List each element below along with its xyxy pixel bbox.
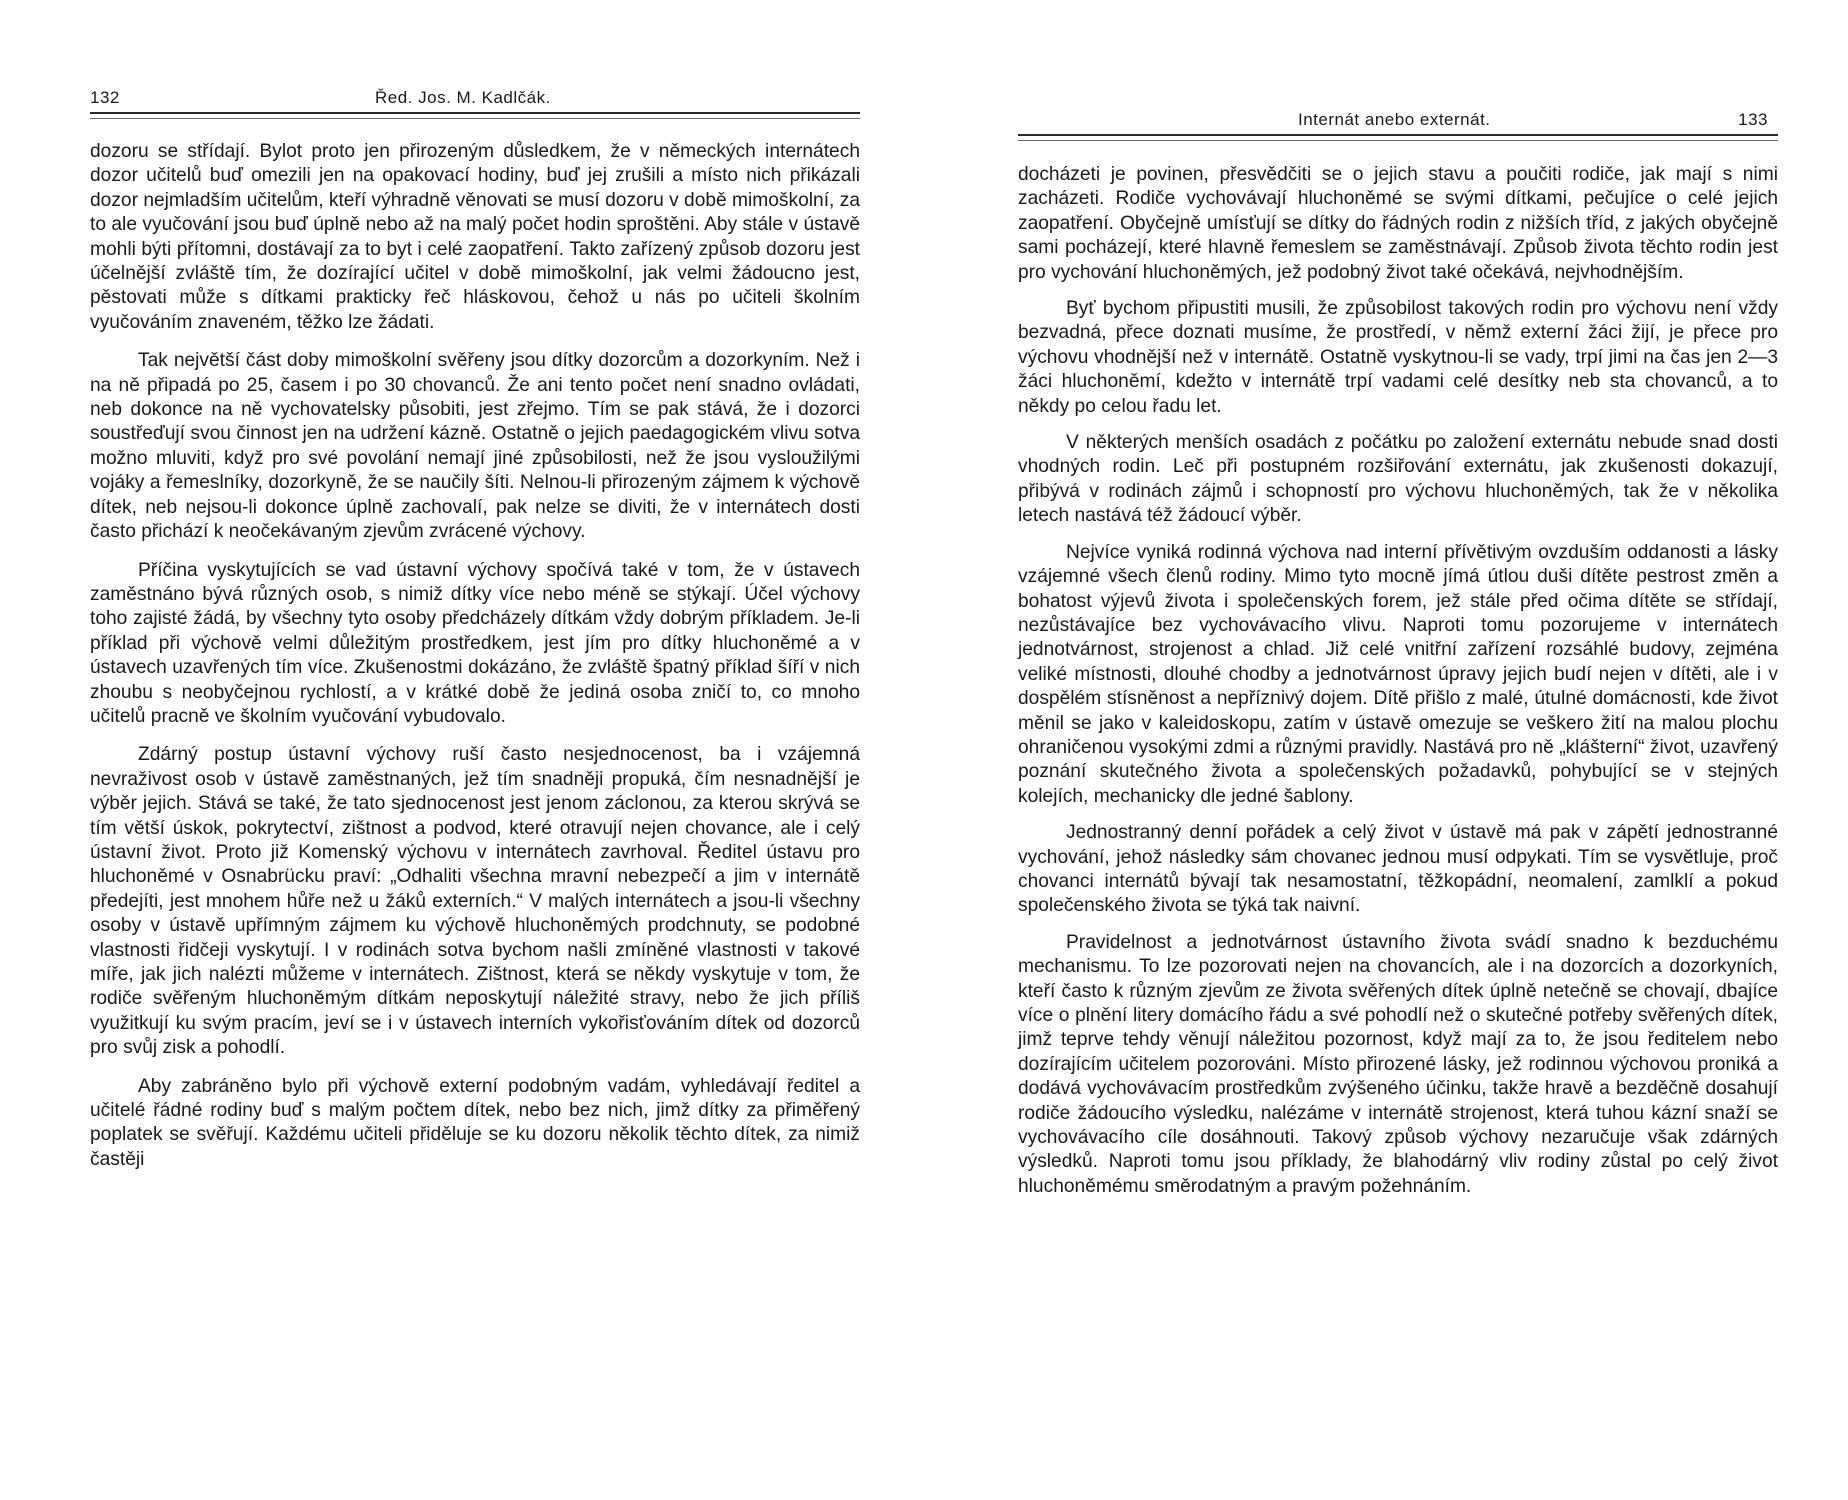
paragraph: Aby zabráněno bylo při výchově externí podobným vadám, vyhledávají ředitel a učitelé řádné rodiny buď s malým počtem dítek, nebo bez nich, jimž dítky za přiměřený poplatek se svěřují. Každému učiteli přiděluje se ku dozoru několik těchto dítek, za nimiž častěji	[90, 1075, 860, 1170]
paragraph: Nejvíce vyniká rodinná výchova nad interní přívětivým ovzduším oddanosti a lásky vzájemné všech členů rodiny. Mimo tyto mocně jímá útlou duši dítěte pestrost změn a bohatost výjevů života i společenských forem, jež stále před očima dítěte se střídají, nezůstávajíce bez vychovávacího vlivu. Naproti tomu pozorujeme v internátech jednotvárnost, strojenost a chlad. Již celé vnitřní zařízení rozsáhlé budovy, zejména veliké místnosti, dlouhé chodby a jednotvárnost úpravy jejich budí nejen v dítěti, ale i v dospělém stísněnost a nepříznivý dojem. Dítě přišlo z malé, útulné domácnosti, kde život měnil se jako v kaleidoskopu, zatím v ústavě omezuje se veškero žití na malou plochu ohraničenou vysokými zdmi a různými pravidly. Nastává pro ně „klášterní“ život, uzavřený poznání skutečného života a společenských požadavků, pohybující se v stejných kolejích, mechanicky dle jedné šablony.	[1018, 541, 1778, 807]
paragraph: docházeti je povinen, přesvědčiti se o jejich stavu a poučiti rodiče, jak mají s nimi zacházeti. Rodiče vychovávají hluchoněmé se svými dítkami, pečujíce o celé jejich zaopatření. Obyčejně umísťují se dítky do řádných rodin z nižších tříd, z jakých obyčejně sami pocházejí, které hlavně řemeslem se zaměstnávají. Způsob života těchto rodin jest pro vychování hluchoněmých, jež podobný život také očekává, nejvhodnějším.	[1018, 164, 1778, 283]
paragraph: Tak největší část doby mimoškolní svěřeny jsou dítky dozorcům a dozorkyním. Než i na ně připadá po 25, časem i po 30 chovanců. Že ani tento počet není snadno ovládati, neb dokonce na ně vychovatelsky působiti, jest zřejmo. Tím se pak stává, že i dozorci soustřeďují svou činnost jen na udržení kázně. Ostatně o jejich paedagogickém vlivu sotva možno mluviti, když pro své povolání nemají jiné způsobilosti, než že jsou vysloužilými vojáky a řemeslníky, dozorkyně, že se naučily šíti. Nelnou-li přirozeným zájmem k výchově dítek, neb nejsou-li dokonce úplně zachovalí, pak nelze se diviti, že v internátech dosti často přichází k neočekávaným zjevům zvrácené výchovy.	[90, 350, 860, 543]
paragraph: Zdárný postup ústavní výchovy ruší často nesjednocenost, ba i vzájemná nevraživost osob v ústavě zaměstnaných, jež tím snadněji propuká, čím nesnadnější je výběr jejich. Stává se také, že tato sjednocenost jest jenom záclonou, za kterou skrývá se tím větší úskok, pokrytectví, zištnost a podvod, které otravují nejen chovance, ale i celý ústavní život. Proto již Komenský výchovu v internátech zavrhoval. Ředitel ústavu pro hluchoněmé v Osnabrücku praví: „Odhaliti všechna mravní nebezpečí a jim v internátě předejíti, jest mnohem hůře než u žáků externích.“ V malých internátech a jsou-li všechny osoby v ústavě upřímným zájmem ku výchově hluchoněmých prodchnuty, se podobné vlastnosti řidčeji vyskytují. I v rodinách sotva bychom našli zmíněné vlastnosti v takové míře, jak jich nalézti můžeme v internátech. Zištnost, která se někdy vyskytuje v tom, že rodiče svěřeným hluchoněmým dítkám neposkytují náležité stravy, nebo že jich příliš využitkují ku svým pracím, jeví se i v ústavech interních vykořisťováním dítek od dozorců pro svůj zisk a pohodlí.	[90, 744, 860, 1059]
paragraph: Pravidelnost a jednotvárnost ústavního života svádí snadno k bezduchému mechanismu. To lze pozorovati nejen na chovancích, ale i na dozorcích a dozorkyních, kteří často k různým zjevům ze života svěřených dítek úplně netečně se chovají, dbajíce více o plnění litery domácího řádu a své pohodlí než o skutečné potřeby svěřených dítek, jimž teprve tehdy věnují náležitou pozornost, když mají za to, že jsou ředitelem nebo dozírajícím učitelem pozorováni. Místo přirozené lásky, jež rodinnou výchovou proniká a dodává vychovávacím prostředkům zvýšeného účinku, takže hravě a bezděčně dosahují rodiče žádoucího výsledku, nalézáme v internátě strojenost, která tuhou kázní snaží se vychovávacího cíle dosáhnouti. Takový způsob výchovy nezaručuje však zdárných výsledků. Naproti tomu jsou příklady, že blahodárný vliv rodiny zůstal po celý život hluchoněmému směrodatným a pravým požehnáním.	[1018, 931, 1778, 1197]
left-running-title: Řed. Jos. M. Kadlčák.	[375, 88, 551, 107]
paragraph: dozoru se střídají. Bylot proto jen přirozeným důsledkem, že v německých internátech dozor učitelů buď omezili jen na opakovací hodiny, buď jej zrušili a místo nich přikázali dozor nejmladším učitelům, kteří výhradně věnovati se musí dozoru v době mimoškolní, za to ale vyučování jsou buď úplně nebo až na malý počet hodin sproštěni. Aby stále v ústavě mohli býti přítomni, dostávají za to byt i celé zaopatření. Takto zařízený způsob dozoru jest účelnější zvláště tím, že dozírající učitel v době mimoškolní, jak velmi žádoucno jest, pěstovati může s dítkami prakticky řeč hláskovou, čehož u nás po učiteli školním vyučováním znaveném, těžko lze žádati.	[90, 141, 860, 333]
left-page-number: 132	[90, 88, 120, 107]
right-header-rule	[1018, 134, 1778, 136]
paragraph: Byť bychom připustiti musili, že způsobilost takových rodin pro výchovu není vždy bezvadná, přece doznati musíme, že prostředí, v němž externí žáci žijí, je přece pro výchovu vhodnější než v internátě. Ostatně vyskytnou-li se vady, trpí jimi na čas jen 2—3 žáci hluchoněmí, kdežto v internátě trpí vadami celé desítky neb sta chovanců, a to někdy po celou řadu let.	[1018, 298, 1778, 417]
paragraph: Jednostranný denní pořádek a celý život v ústavě má pak v zápětí jednostranné vychování, jehož následky sám chovanec jednou musí odpykati. Tím se vysvětluje, proč chovanci internátů bývají tak nesamostatní, těžkopádní, neomalení, zamlklí a pokud společenského života se týká tak naivní.	[1018, 822, 1778, 917]
right-page-number: 133	[1738, 110, 1768, 129]
right-page	[1018, 0, 1778, 1500]
right-body-text	[1018, 163, 1778, 1199]
paragraph: Příčina vyskytujících se vad ústavní výchovy spočívá také v tom, že v ústavech zaměstnáno bývá různých osob, s nimiž dítky více nebo méně se stýkají. Účel výchovy toho zajisté žádá, by všechny tyto osoby předcházely dítkám vždy dobrým příkladem. Je-li příklad při výchově velmi důležitým prostředkem, jest jím pro dítky hluchoněmé a v ústavech uzavřených tím více. Zkušenostmi dokázáno, že zvláště špatný příklad šíří v nich zhoubu s neobyčejnou rychlostí, a v krátké době že jediná osoba zničí to, co mnoho učitelů pracně ve školním vyučování vybudovalo.	[90, 559, 860, 727]
right-running-title: Internát anebo externát.	[1298, 110, 1491, 129]
left-page	[90, 0, 860, 1500]
left-body-text	[90, 140, 860, 1172]
paragraph: V některých menších osadách z počátku po založení externátu nebude snad dosti vhodných rodin. Leč při postupném rozšiřování externátu, jak zkušenosti dokazují, přibývá v rodinách zájmů i schopností pro výchovu hluchoněmých, tak že v několika letech nastává též žádoucí výběr.	[1018, 432, 1778, 527]
left-header-rule	[90, 112, 860, 114]
